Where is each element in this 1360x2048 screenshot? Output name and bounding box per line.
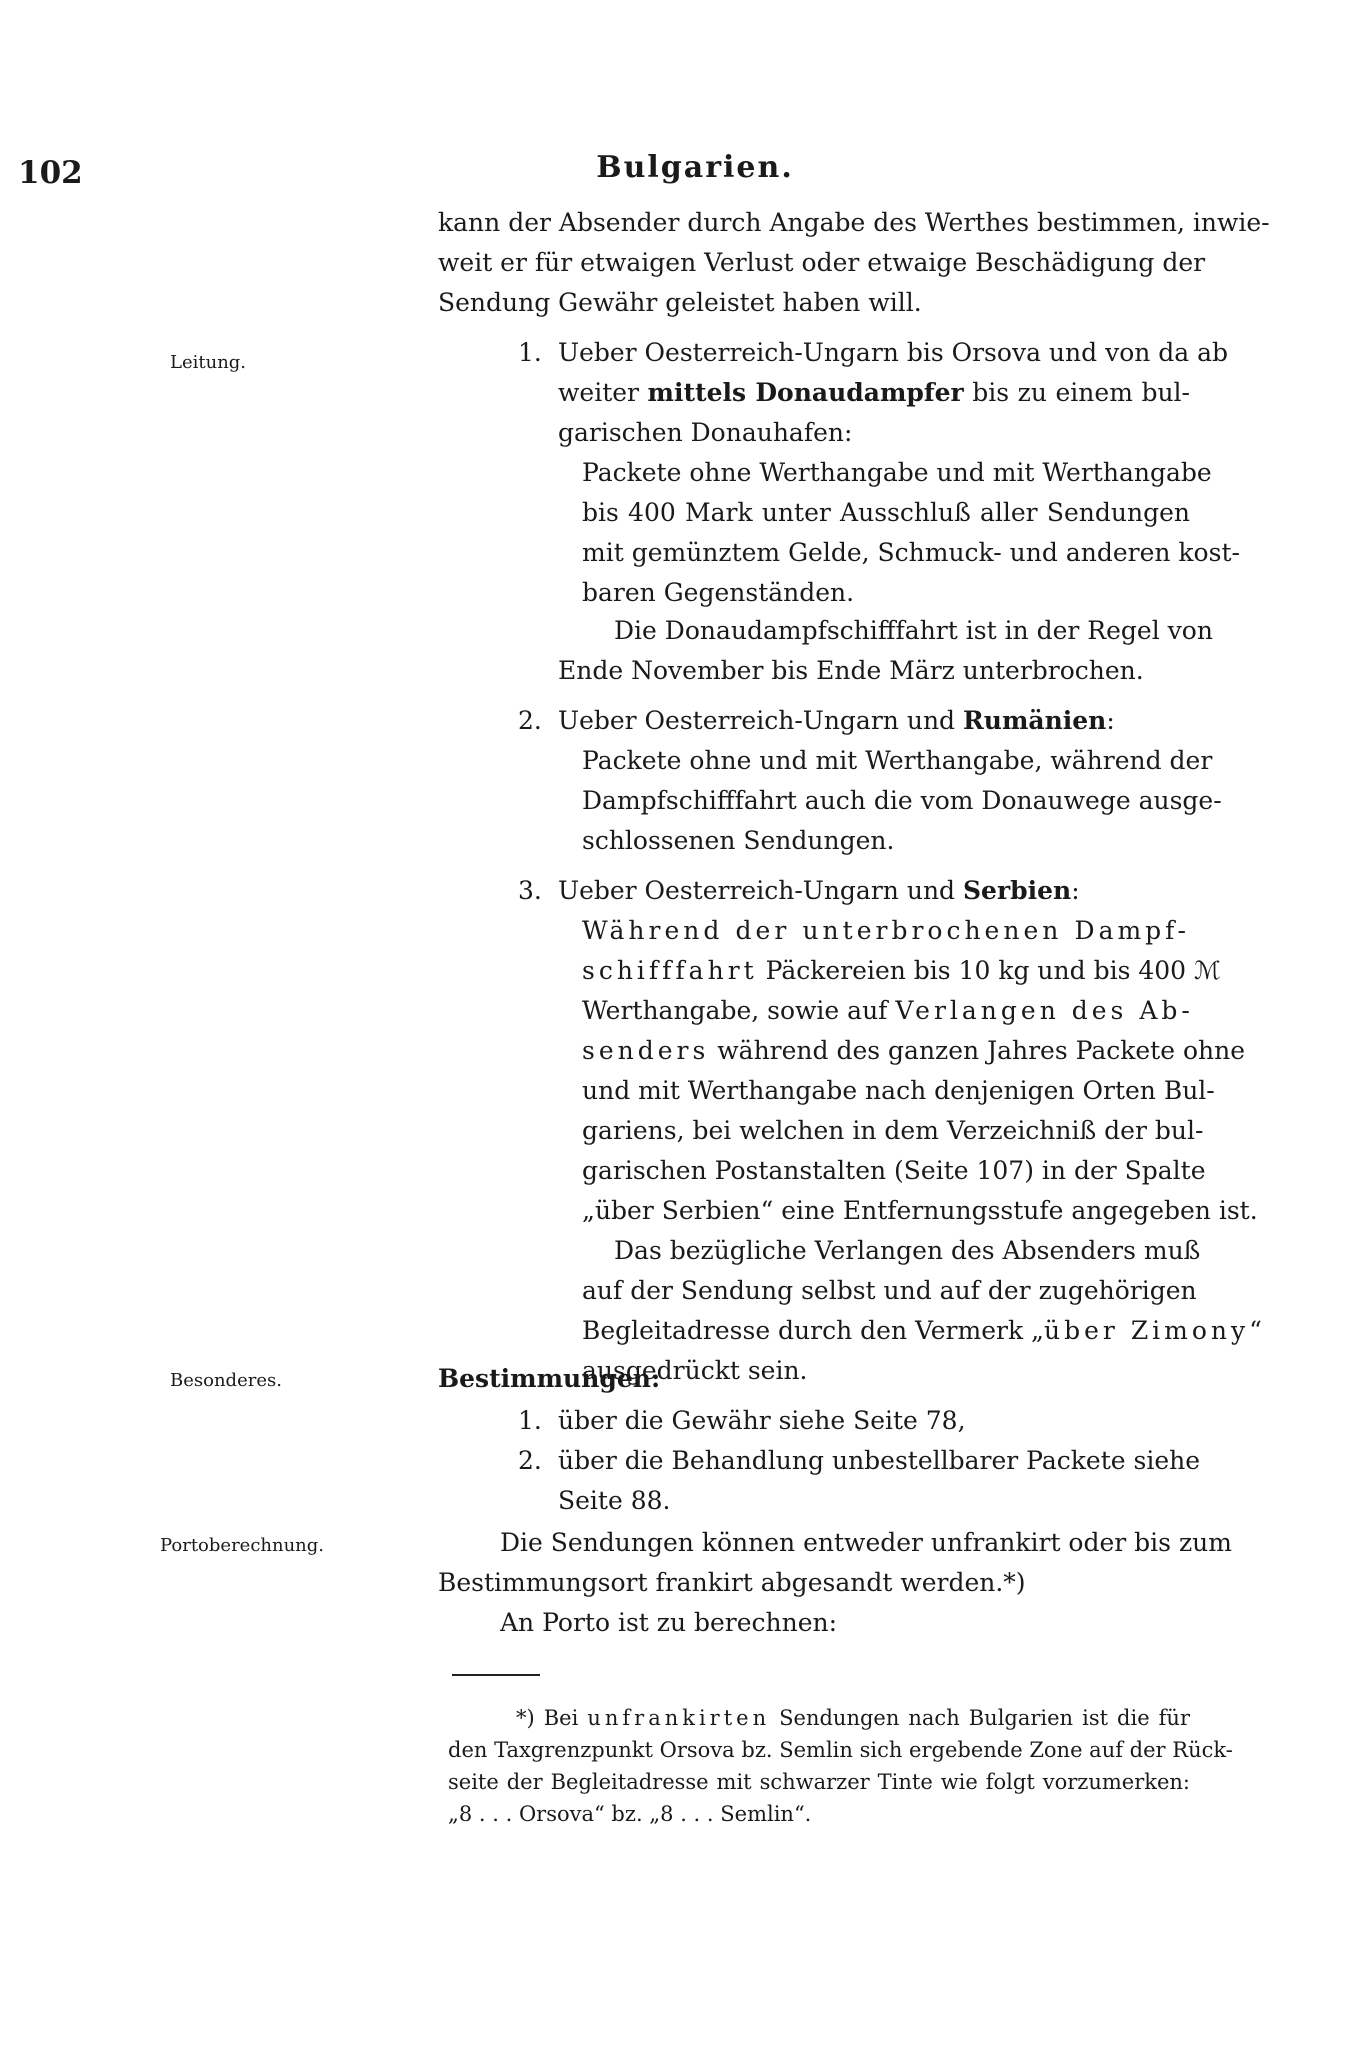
intro-line-2: weit er für etwaigen Verlust oder etwaige Beschädigung der	[438, 248, 1206, 277]
footnote-line-2: den Taxgrenzpunkt Orsova bz. Semlin sich ergebende Zone auf der Rück-	[448, 1738, 1233, 1762]
item-1-line-2-pre: weiter	[558, 378, 639, 407]
item-2-number: 2.	[518, 706, 542, 735]
item-1-note-1: Die Donaudampfschifffahrt ist in der Regel von	[614, 616, 1213, 645]
footnote-divider	[452, 1674, 540, 1676]
item-3-sub-4	[582, 1036, 1245, 1065]
item-2-line-1-pre: Ueber Oesterreich-Ungarn und	[558, 706, 956, 735]
item-3-sub-5: und mit Werthangabe nach denjenigen Orten Bul-	[582, 1076, 1215, 1105]
item-3-sub-7: garischen Postanstalten (Seite 107) in der Spalte	[582, 1156, 1206, 1185]
item-3-serbien: Serbien	[963, 876, 1072, 905]
item-2-sub-1: Packete ohne und mit Werthangabe, während der	[582, 746, 1213, 775]
item-3-line-1	[558, 878, 1080, 903]
page-number: 102	[18, 155, 83, 191]
margin-note-besonderes: Besonderes.	[170, 1370, 282, 1391]
item-1-sub-3: mit gemünztem Gelde, Schmuck- und anderen kost-	[582, 538, 1240, 567]
item-3-sub-8: „über Serbien“ eine Entfernungsstufe angegeben ist.	[582, 1196, 1258, 1225]
item-3-verlangen: Verlangen des Ab-	[895, 996, 1194, 1025]
item-1-line-2	[558, 380, 1190, 405]
item-3-colon: :	[1071, 876, 1080, 905]
item-1-note-2: Ende November bis Ende März unterbrochen.	[558, 656, 1144, 685]
item-3-sub-1: Während der unterbrochenen Dampf-	[582, 916, 1190, 945]
item-3-note-3-pre: Begleitadresse durch den Vermerk „	[582, 1316, 1045, 1345]
porto-line-1: Die Sendungen können entweder unfrankirt oder bis zum	[500, 1528, 1232, 1557]
item-3-schifffahrt: schifffahrt	[582, 956, 758, 985]
item-2-sub-2: Dampfschifffahrt auch die vom Donauwege ausge-	[582, 786, 1222, 815]
footnote-line-1-post: Sendungen nach Bulgarien ist die für	[779, 1706, 1190, 1730]
item-3-ueber-zimony: über Zimony	[1044, 1316, 1250, 1345]
item-3-note-3-post: “	[1249, 1316, 1262, 1345]
item-3-note-1: Das bezügliche Verlangen des Absenders muß	[614, 1236, 1201, 1265]
item-2-rumaenien: Rumänien	[963, 706, 1107, 735]
item-3-number: 3.	[518, 876, 542, 905]
bestimmung-2-text: über die Behandlung unbestellbarer Packete siehe	[558, 1446, 1201, 1475]
item-3-sub-6: gariens, bei welchen in dem Verzeichniß der bul-	[582, 1116, 1204, 1145]
margin-note-leitung: Leitung.	[170, 352, 247, 373]
margin-note-portoberechnung: Portoberechnung.	[160, 1535, 325, 1556]
item-3-note-3	[582, 1318, 1262, 1343]
porto-line-2: Bestimmungsort frankirt abgesandt werden.*)	[438, 1568, 1026, 1597]
item-1-sub-4: baren Gegenständen.	[582, 578, 855, 607]
item-3-sub-4-rest: während des ganzen Jahres Packete ohne	[717, 1036, 1245, 1065]
footnote-line-1-pre: *) Bei	[516, 1706, 579, 1730]
item-1-donaudampfer: mittels Donaudampfer	[647, 378, 964, 407]
bestimmung-1-number: 1.	[518, 1406, 542, 1435]
item-3-sub-2	[582, 956, 1221, 985]
item-3-senders: senders	[582, 1036, 710, 1065]
footnote-line-3: seite der Begleitadresse mit schwarzer Tinte wie folgt vorzumerken:	[448, 1770, 1190, 1794]
page-title: Bulgarien.	[596, 150, 794, 185]
footnote-line-1	[516, 1706, 1190, 1730]
item-1-line-3: garischen Donauhafen:	[558, 418, 853, 447]
item-3-note-4: ausgedrückt sein.	[582, 1356, 808, 1385]
bestimmung-2-number: 2.	[518, 1446, 542, 1475]
intro-line-1: kann der Absender durch Angabe des Werthes bestimmen, inwie-	[438, 208, 1270, 237]
item-3-sub-3-pre: Werthangabe, sowie auf	[582, 996, 888, 1025]
footnote-line-4: „8 . . . Orsova“ bz. „8 . . . Semlin“.	[448, 1802, 812, 1826]
item-3-note-2: auf der Sendung selbst und auf der zugehörigen	[582, 1276, 1197, 1305]
footnote-unfrankirten: unfrankirten	[587, 1706, 771, 1730]
item-1-sub-1: Packete ohne Werthangabe und mit Werthangabe	[582, 458, 1212, 487]
intro-line-3: Sendung Gewähr geleistet haben will.	[438, 288, 922, 317]
bestimmung-2-cont: Seite 88.	[558, 1486, 671, 1515]
item-3-sub-3	[582, 996, 1194, 1025]
bestimmung-1-text: über die Gewähr siehe Seite 78,	[558, 1406, 966, 1435]
item-1-number: 1.	[518, 338, 542, 367]
item-1-line-1: Ueber Oesterreich-Ungarn bis Orsova und von da ab	[558, 338, 1229, 367]
item-3-line-1-pre: Ueber Oesterreich-Ungarn und	[558, 876, 956, 905]
item-1-line-2-post: bis zu einem bul-	[972, 378, 1190, 407]
porto-line-3: An Porto ist zu berechnen:	[500, 1608, 838, 1637]
item-2-line-1	[558, 708, 1115, 733]
bestimmungen-heading: Bestimmungen:	[438, 1364, 661, 1393]
item-3-sub-2-rest: Päckereien bis 10 kg und bis 400 ℳ	[765, 956, 1221, 985]
item-2-colon: :	[1106, 706, 1115, 735]
item-1-sub-2: bis 400 Mark unter Ausschluß aller Sendungen	[582, 498, 1190, 527]
item-2-sub-3: schlossenen Sendungen.	[582, 826, 895, 855]
